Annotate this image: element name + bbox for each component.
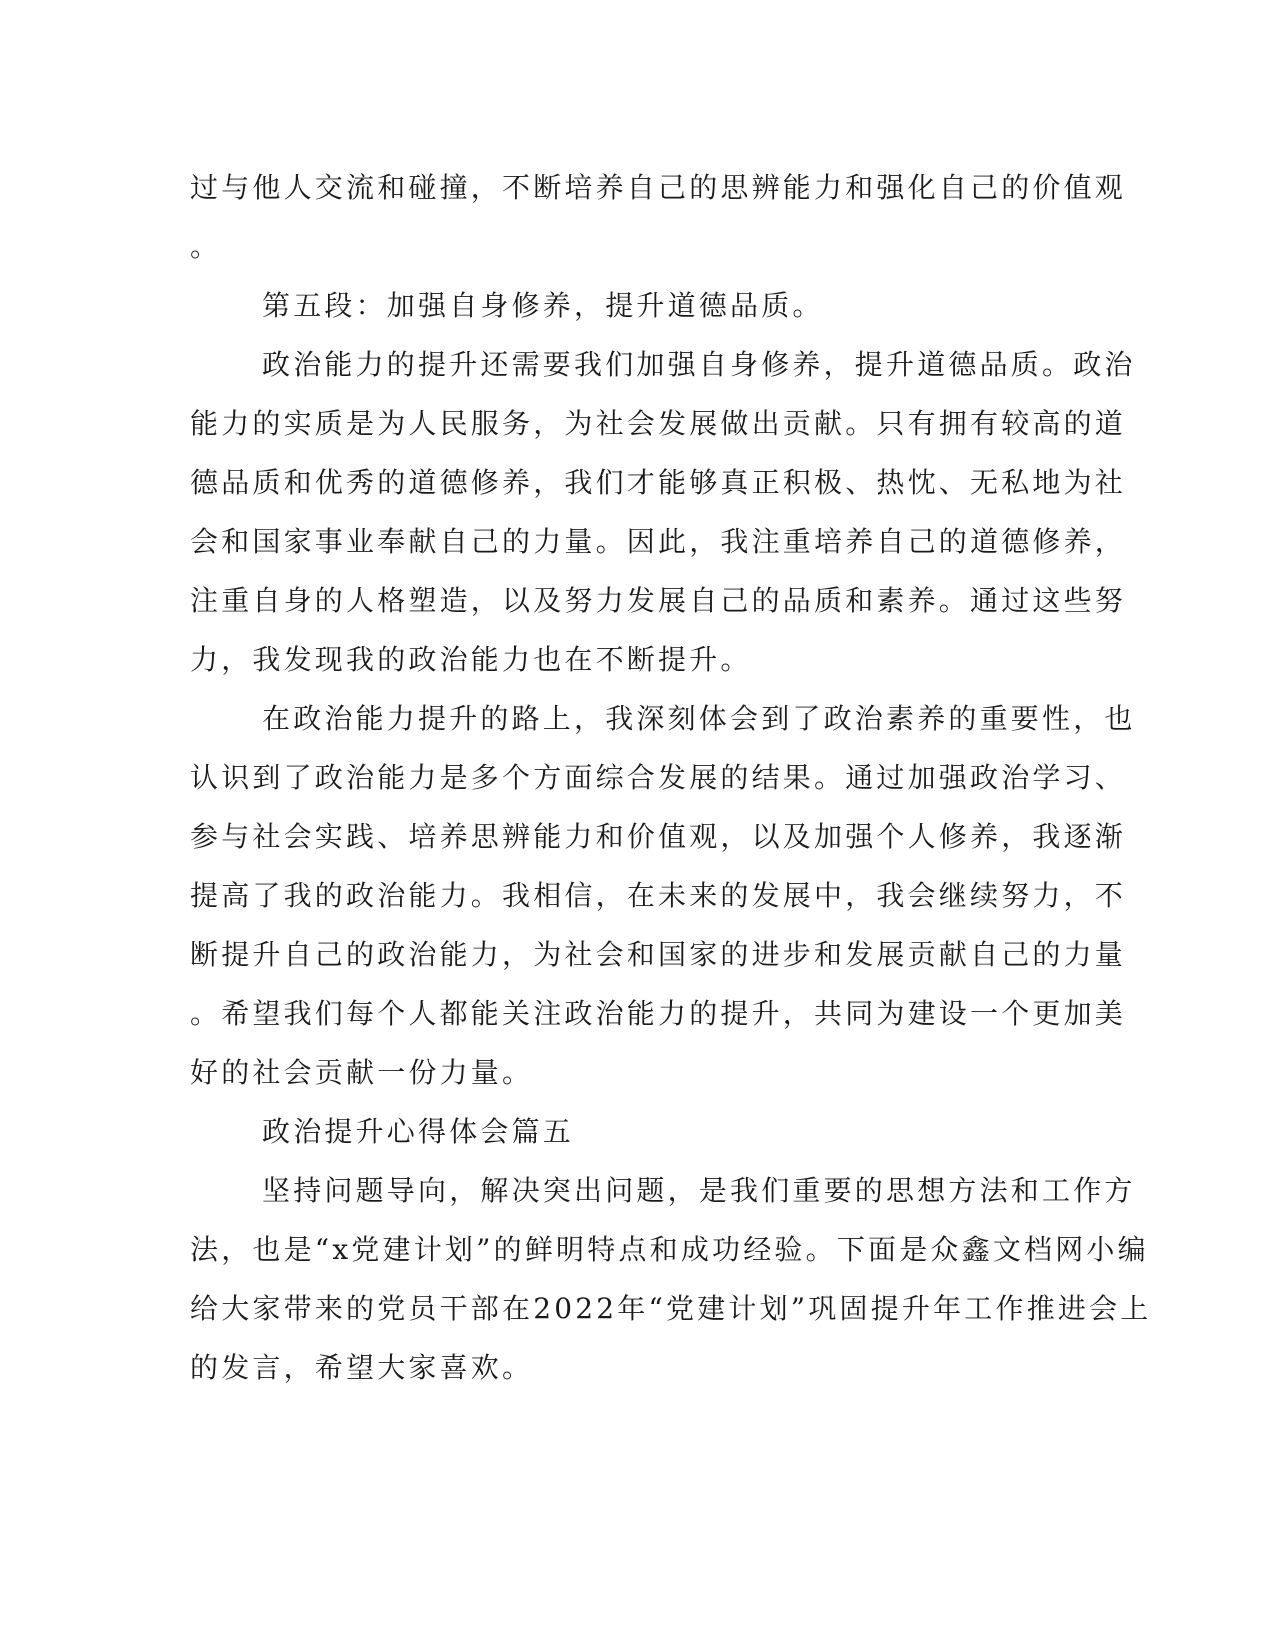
text-line: 政治能力的提升还需要我们加强自身修养，提升道德品质。政治 bbox=[262, 348, 1136, 381]
text-line: 过与他人交流和碰撞，不断培养自己的思辨能力和强化自己的价值观 bbox=[190, 171, 1127, 204]
text-line: 参与社会实践、培养思辨能力和价值观，以及加强个人修养，我逐渐 bbox=[190, 820, 1127, 853]
text-line: 法，也是“x党建计划”的鲜明特点和成功经验。下面是众鑫文档网小编 bbox=[190, 1233, 1149, 1266]
text-line: 能力的实质是为人民服务，为社会发展做出贡献。只有拥有较高的道 bbox=[190, 407, 1127, 440]
text-line: 的发言，希望大家喜欢。 bbox=[190, 1351, 534, 1384]
text-line: 。希望我们每个人都能关注政治能力的提升，共同为建设一个更加美 bbox=[190, 997, 1127, 1030]
text-line: 。 bbox=[190, 230, 222, 263]
text-line: 认识到了政治能力是多个方面综合发展的结果。通过加强政治学习、 bbox=[190, 761, 1127, 794]
text-line: 给大家带来的党员干部在2022年“党建计划”巩固提升年工作推进会上 bbox=[190, 1292, 1152, 1325]
text-line: 断提升自己的政治能力，为社会和国家的进步和发展贡献自己的力量 bbox=[190, 938, 1127, 971]
document-body bbox=[190, 158, 1152, 1397]
text-line: 好的社会贡献一份力量。 bbox=[190, 1056, 534, 1089]
text-line: 会和国家事业奉献自己的力量。因此，我注重培养自己的道德修养， bbox=[190, 525, 1127, 558]
text-line: 力，我发现我的政治能力也在不断提升。 bbox=[190, 643, 752, 676]
text-line: 提高了我的政治能力。我相信，在未来的发展中，我会继续努力，不 bbox=[190, 879, 1127, 912]
text-line: 坚持问题导向，解决突出问题，是我们重要的思想方法和工作方 bbox=[262, 1174, 1136, 1207]
text-line: 德品质和优秀的道德修养，我们才能够真正积极、热忱、无私地为社 bbox=[190, 466, 1127, 499]
section-heading: 第五段：加强自身修养，提升道德品质。 bbox=[262, 289, 824, 322]
text-line: 在政治能力提升的路上，我深刻体会到了政治素养的重要性，也 bbox=[262, 702, 1136, 735]
text-line: 注重自身的人格塑造，以及努力发展自己的品质和素养。通过这些努 bbox=[190, 584, 1127, 617]
article-heading: 政治提升心得体会篇五 bbox=[262, 1115, 575, 1148]
